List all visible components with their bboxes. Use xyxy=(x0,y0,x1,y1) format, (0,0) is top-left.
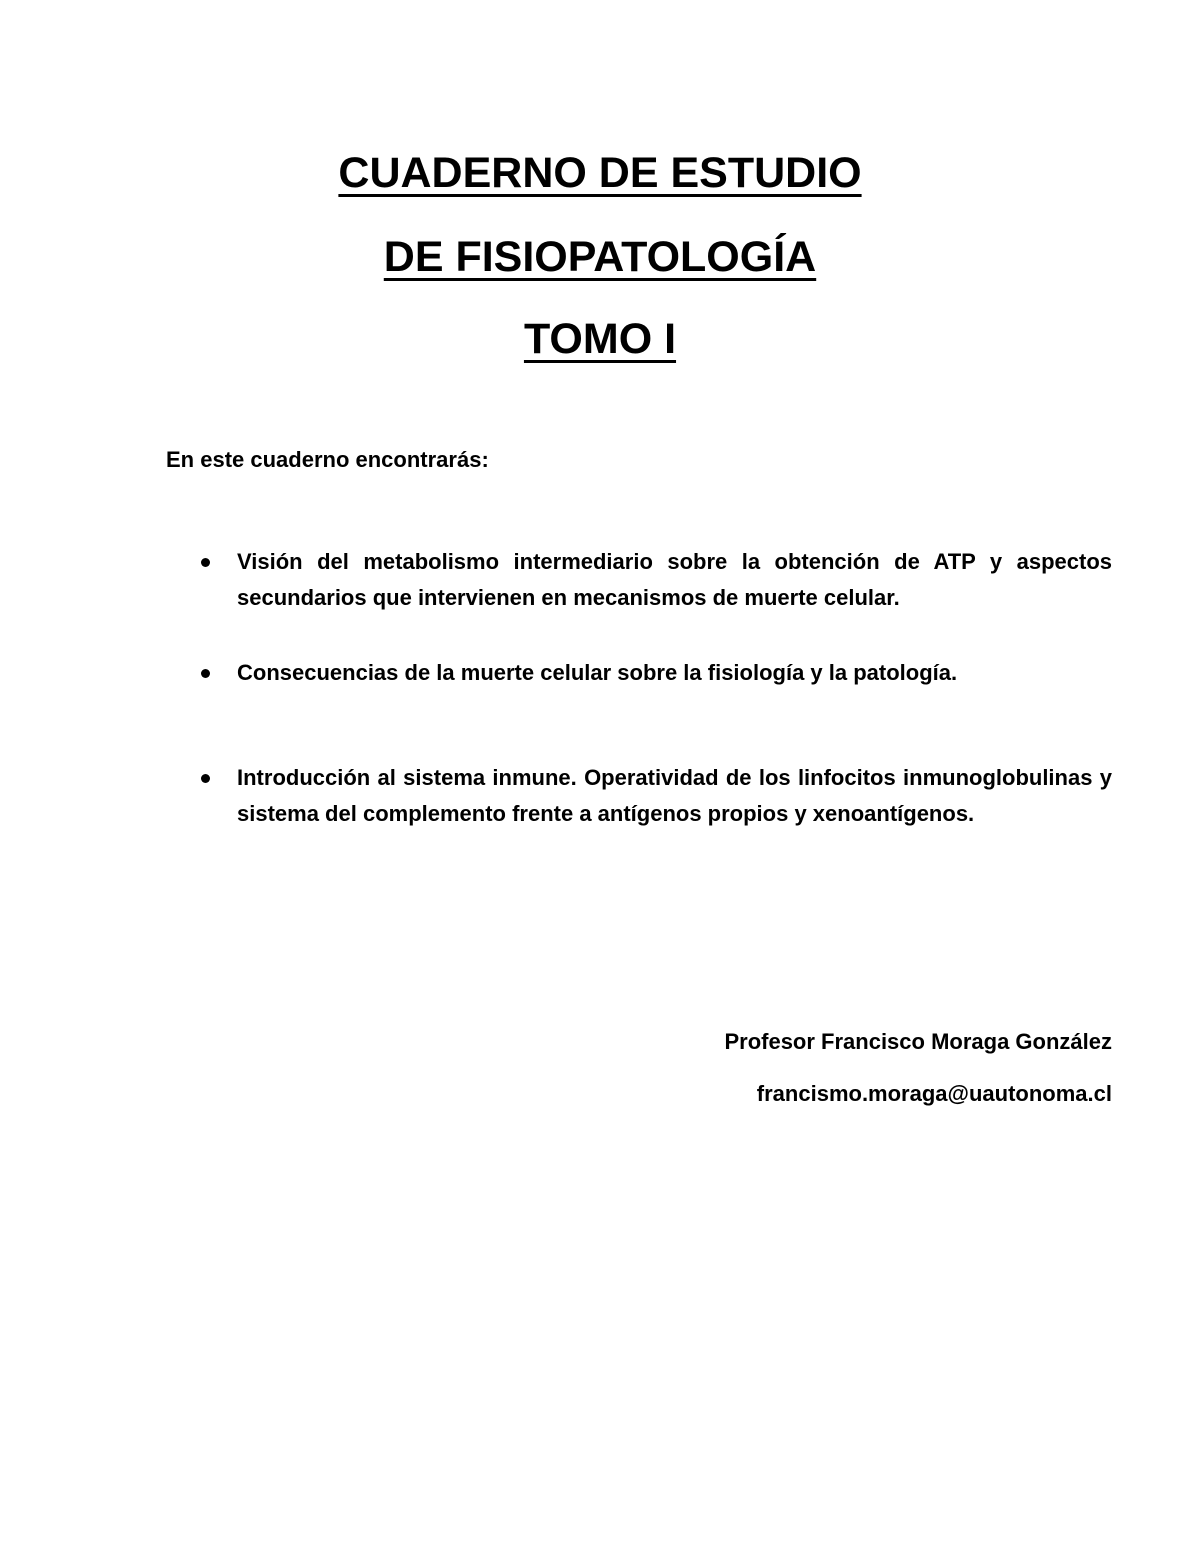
title-line-1: CUADERNO DE ESTUDIO xyxy=(338,149,862,197)
intro-text: En este cuaderno encontrarás: xyxy=(166,447,489,472)
title-line-3: TOMO I xyxy=(523,315,677,363)
bullet-dot-icon xyxy=(201,774,210,783)
author-name: Profesor Francisco Moraga González xyxy=(724,1029,1112,1054)
list-item xyxy=(196,544,1112,616)
list-item-text: Visión del metabolismo intermediario sobre la obtención de ATP y aspectos secundarios que intervienen en mecanismos de muerte celular. xyxy=(237,549,1112,610)
list-item xyxy=(196,760,1112,832)
bullet-dot-icon xyxy=(201,669,210,678)
list-item-text: Introducción al sistema inmune. Operatividad de los linfocitos inmunoglobulinas y sistema del complemento frente a antígenos propios y xenoantígenos. xyxy=(237,765,1112,826)
author-email: francismo.moraga@uautonoma.cl xyxy=(756,1081,1112,1106)
bullet-dot-icon xyxy=(201,558,210,567)
list-item xyxy=(196,655,1112,691)
list-item-text: Consecuencias de la muerte celular sobre la fisiología y la patología. xyxy=(237,660,958,685)
title-line-2: DE FISIOPATOLOGÍA xyxy=(383,233,817,281)
